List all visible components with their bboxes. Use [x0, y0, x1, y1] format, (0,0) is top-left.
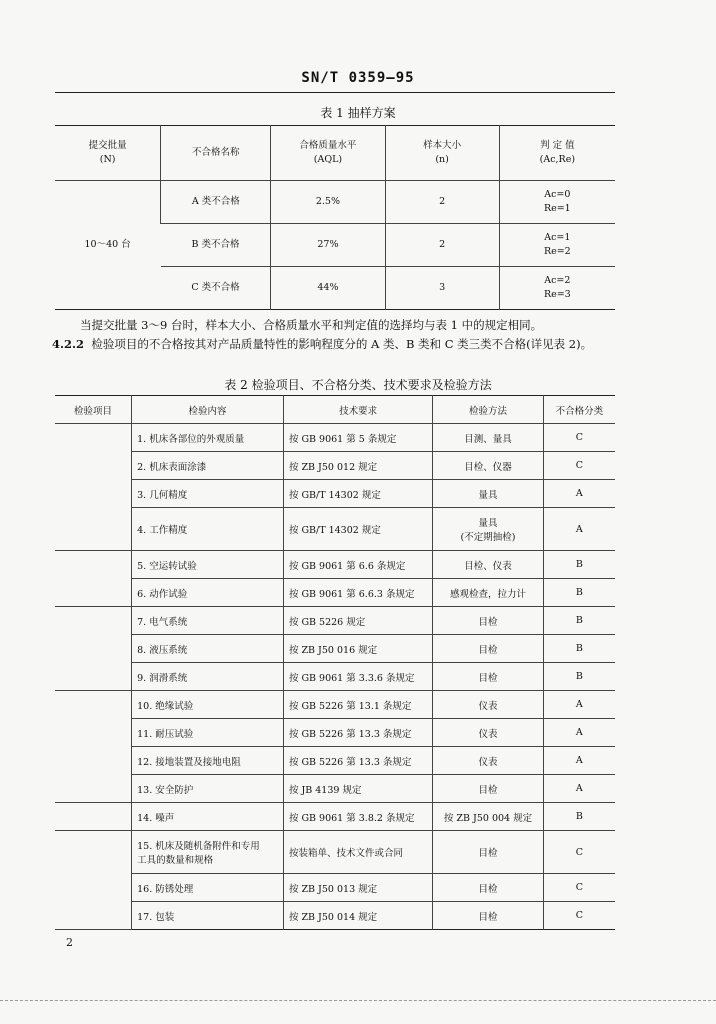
class-cell: A: [543, 480, 615, 508]
table-row: [55, 902, 615, 930]
class-cell: C: [543, 874, 615, 902]
item-group-cell: [55, 551, 132, 607]
class-cell: A: [543, 747, 615, 775]
sample-cell: 2: [385, 181, 499, 224]
table-row: [55, 747, 615, 775]
category-cell: A 类不合格: [161, 181, 271, 224]
batch-value: 10～40 台: [84, 239, 131, 250]
header-sample: 样本大小 (n): [385, 126, 499, 181]
requirement-cell: 按 ZB J50 013 规定: [283, 874, 432, 902]
table-row: [55, 691, 615, 719]
header-method: 检验方法: [433, 396, 543, 424]
paragraph-small-batch: 当提交批量 3～9 台时，样本大小、合格质量水平和判定值的选择均与表 1 中的规定相同。: [80, 318, 543, 332]
method-cell: 仪表: [433, 691, 543, 719]
decision-cell: Ac=0 Re=1: [499, 181, 615, 224]
requirement-cell: 按 GB 5226 第 13.3 条规定: [283, 719, 432, 747]
header-batch: 提交批量 (N): [55, 126, 161, 181]
table-row: [55, 719, 615, 747]
method-cell: 目检: [433, 635, 543, 663]
requirement-cell: 按 GB 9061 第 3.8.2 条规定: [283, 803, 432, 831]
requirement-cell: 按 GB 9061 第 3.3.6 条规定: [283, 663, 432, 691]
table-row: [55, 663, 615, 691]
table2-caption: 表 2 检验项目、不合格分类、技术要求及检验方法: [224, 378, 492, 392]
aql-cell: 27%: [271, 224, 385, 267]
sampling-plan-table: [55, 125, 615, 310]
item-group-cell: [55, 691, 132, 803]
method-cell: 按 ZB J50 004 规定: [433, 803, 543, 831]
class-cell: C: [543, 424, 615, 452]
requirement-cell: 按 ZB J50 014 规定: [283, 902, 432, 930]
class-cell: C: [543, 831, 615, 874]
table-row: [55, 480, 615, 508]
table-row: [55, 551, 615, 579]
item-group-cell: [55, 803, 132, 831]
class-cell: C: [543, 452, 615, 480]
method-cell: 目检: [433, 902, 543, 930]
header-category: 不合格名称: [161, 126, 271, 181]
table-row: [55, 424, 615, 452]
method-cell: 目检、仪表: [433, 551, 543, 579]
header-class: 不合格分类: [543, 396, 615, 424]
table-row: [55, 803, 615, 831]
content-cell: 2. 机床表面涂漆: [132, 452, 284, 480]
content-cell: 16. 防锈处理: [132, 874, 284, 902]
requirement-cell: 按装箱单、技术文件或合同: [283, 831, 432, 874]
decision-cell: Ac=1 Re=2: [499, 224, 615, 267]
method-cell: 目检: [433, 874, 543, 902]
table-row: [55, 635, 615, 663]
method-cell: 量具: [433, 480, 543, 508]
content-cell: 5. 空运转试验: [132, 551, 284, 579]
table-row: [55, 607, 615, 635]
content-cell: 12. 接地装置及接地电阻: [132, 747, 284, 775]
requirement-cell: 按 GB/T 14302 规定: [283, 480, 432, 508]
item-group-cell: [55, 424, 132, 551]
method-cell: 目测、量具: [433, 424, 543, 452]
class-cell: A: [543, 719, 615, 747]
item-group-cell: [55, 831, 132, 930]
header-aql: 合格质量水平 (AQL): [271, 126, 385, 181]
requirement-cell: 按 GB 9061 第 6.6 条规定: [283, 551, 432, 579]
requirement-cell: 按 ZB J50 016 规定: [283, 635, 432, 663]
item-group-cell: [55, 607, 132, 691]
method-cell: 感观检查，拉力计: [433, 579, 543, 607]
content-cell: 11. 耐压试验: [132, 719, 284, 747]
requirement-cell: 按 JB 4139 规定: [283, 775, 432, 803]
requirement-cell: 按 GB 9061 第 6.6.3 条规定: [283, 579, 432, 607]
document-code: SN/T 0359—95: [301, 70, 415, 86]
requirement-cell: 按 GB 5226 第 13.3 条规定: [283, 747, 432, 775]
header-item: 检验项目: [55, 396, 132, 424]
method-cell: 目检: [433, 607, 543, 635]
table1-row: [55, 181, 615, 224]
class-cell: A: [543, 691, 615, 719]
class-cell: B: [543, 551, 615, 579]
class-cell: B: [543, 663, 615, 691]
aql-cell: 44%: [271, 267, 385, 310]
table-row: [55, 874, 615, 902]
content-cell: 17. 包装: [132, 902, 284, 930]
aql-cell: 2.5%: [271, 181, 385, 224]
class-cell: C: [543, 902, 615, 930]
requirement-cell: 按 GB 5226 规定: [283, 607, 432, 635]
method-cell: 目检、仪器: [433, 452, 543, 480]
method-cell: 目检: [433, 663, 543, 691]
requirement-cell: 按 GB 5226 第 13.1 条规定: [283, 691, 432, 719]
decision-cell: Ac=2 Re=3: [499, 267, 615, 310]
content-cell: 14. 噪声: [132, 803, 284, 831]
content-cell: 9. 润滑系统: [132, 663, 284, 691]
content-cell: 4. 工作精度: [132, 508, 284, 551]
header-content: 检验内容: [132, 396, 284, 424]
category-cell: C 类不合格: [191, 282, 240, 293]
method-cell: 目检: [433, 775, 543, 803]
requirement-cell: 按 ZB J50 012 规定: [283, 452, 432, 480]
content-cell: 3. 几何精度: [132, 480, 284, 508]
header-rule: [55, 92, 615, 93]
table-row: [55, 508, 615, 551]
page-number: 2: [66, 936, 73, 949]
content-cell: 10. 绝缘试验: [132, 691, 284, 719]
requirement-cell: 按 GB 9061 第 5 条规定: [283, 424, 432, 452]
header-decision: 判 定 值 (Ac,Re): [499, 126, 615, 181]
content-cell: 15. 机床及随机备附件和专用 工具的数量和规格: [132, 831, 284, 874]
method-cell: 量具 (不定期抽检): [433, 508, 543, 551]
table-row: [55, 452, 615, 480]
class-cell: B: [543, 579, 615, 607]
requirement-cell: 按 GB/T 14302 规定: [283, 508, 432, 551]
table-row: [55, 579, 615, 607]
method-cell: 目检: [433, 831, 543, 874]
content-cell: 6. 动作试验: [132, 579, 284, 607]
method-cell: 仪表: [433, 719, 543, 747]
class-cell: B: [543, 635, 615, 663]
table2-header-row: [55, 396, 615, 424]
clause-text: 检验项目的不合格按其对产品质量特性的影响程度分的 A 类、B 类和 C 类三类不合格(详见表 2)。: [91, 337, 593, 351]
category-cell: B 类不合格: [161, 224, 271, 267]
content-cell: 7. 电气系统: [132, 607, 284, 635]
paragraph-4-2-2: [52, 335, 622, 353]
content-cell: 8. 液压系统: [132, 635, 284, 663]
footer-rule: [0, 1000, 716, 1001]
table-row: [55, 775, 615, 803]
inspection-items-table: [55, 395, 615, 930]
content-cell: 13. 安全防护: [132, 775, 284, 803]
table1-caption: 表 1 抽样方案: [320, 106, 396, 120]
table1-header-row: [55, 126, 615, 181]
table-row: [55, 831, 615, 874]
clause-number: 4.2.2: [52, 337, 85, 351]
method-cell: 仪表: [433, 747, 543, 775]
class-cell: A: [543, 775, 615, 803]
class-cell: A: [543, 508, 615, 551]
sample-cell: 3: [385, 267, 499, 310]
sample-cell: 2: [385, 224, 499, 267]
header-requirement: 技术要求: [283, 396, 432, 424]
class-cell: B: [543, 607, 615, 635]
class-cell: B: [543, 803, 615, 831]
content-cell: 1. 机床各部位的外观质量: [132, 424, 284, 452]
